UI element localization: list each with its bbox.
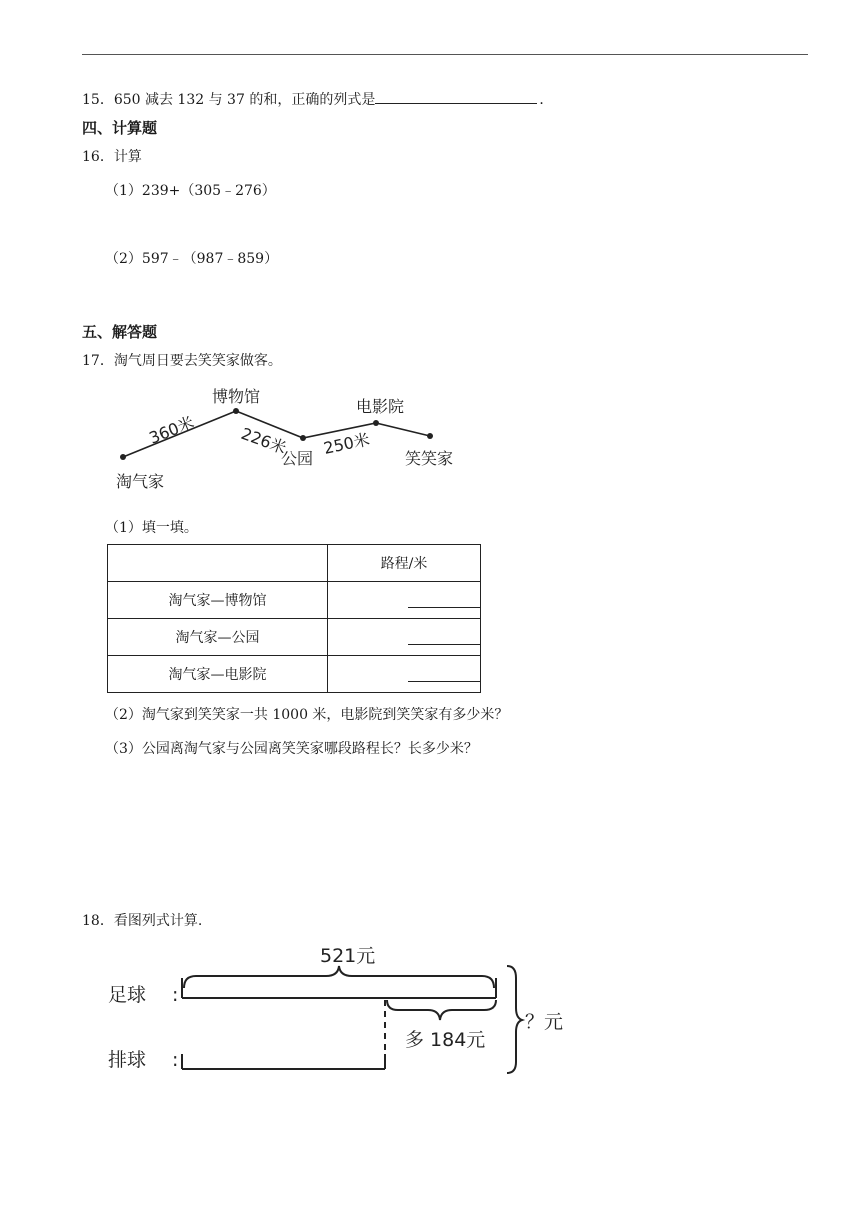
distance-226: 226米	[238, 423, 289, 458]
header-rule	[82, 54, 808, 55]
table-row	[108, 619, 481, 656]
point-park	[300, 435, 306, 441]
point-museum	[233, 408, 239, 414]
table-header-empty	[108, 545, 328, 582]
line-segment-diagram	[100, 938, 590, 1083]
label-football-price: 521元	[320, 945, 376, 967]
football-top-brace	[184, 966, 494, 988]
route-map	[100, 378, 480, 496]
question-18-title: 18．看图列式计算.	[82, 913, 203, 929]
distance-250: 250米	[321, 429, 372, 458]
answer-blank[interactable]	[408, 644, 480, 645]
place-xiaoxiao-home: 笑笑家	[405, 449, 454, 468]
question-15-text: 15．650 减去 132 与 37 的和，正确的列式是	[82, 92, 376, 108]
table-row	[108, 656, 481, 693]
total-brace	[507, 966, 522, 1073]
place-taoqi-home: 淘气家	[116, 472, 165, 491]
place-cinema: 电影院	[356, 397, 405, 416]
table-header-row	[108, 545, 481, 582]
question-15-end: ．	[539, 92, 554, 108]
answer-blank[interactable]	[408, 681, 480, 682]
question-16-title: 16．计算	[82, 149, 142, 165]
table-row-label: 淘气家—公园	[108, 619, 328, 656]
distance-360: 360米	[146, 412, 197, 448]
table-row	[108, 582, 481, 619]
difference-brace	[387, 1000, 496, 1020]
label-volleyball: 排球	[108, 1049, 147, 1071]
question-17-part-1: （1）填一填。	[105, 520, 198, 536]
section-4-title: 四、计算题	[82, 119, 158, 137]
label-total: ？元	[525, 1011, 564, 1033]
label-difference: 多 184元	[405, 1029, 486, 1051]
question-17-title: 17．淘气周日要去笑笑家做客。	[82, 353, 282, 369]
table-row-label: 淘气家—电影院	[108, 656, 328, 693]
table-row-answer[interactable]	[328, 656, 481, 693]
section-5-title: 五、解答题	[82, 323, 158, 341]
answer-blank[interactable]	[375, 89, 537, 104]
route-table	[107, 544, 481, 693]
label-football: 足球	[108, 984, 147, 1006]
question-16-part-1: （1）239+（305﹣276）	[105, 183, 276, 199]
label-football-colon: :	[172, 984, 179, 1006]
place-park: 公园	[281, 449, 314, 468]
question-16-part-2: （2）597﹣（987﹣859）	[105, 251, 279, 267]
question-17-part-2: （2）淘气家到笑笑家一共 1000 米，电影院到笑笑家有多少米？	[105, 707, 509, 723]
table-header-distance: 路程/米	[328, 545, 481, 582]
table-row-answer[interactable]	[328, 619, 481, 656]
answer-blank[interactable]	[408, 607, 480, 608]
table-row-label: 淘气家—博物馆	[108, 582, 328, 619]
label-volleyball-colon: :	[172, 1049, 179, 1071]
point-xiaoxiao-home	[427, 433, 433, 439]
question-17-part-3: （3）公园离淘气家与公园离笑笑家哪段路程长？长多少米？	[105, 741, 478, 757]
point-taoqi-home	[120, 454, 126, 460]
point-cinema	[373, 420, 379, 426]
question-15	[82, 89, 553, 109]
table-row-answer[interactable]	[328, 582, 481, 619]
place-museum: 博物馆	[212, 387, 261, 406]
